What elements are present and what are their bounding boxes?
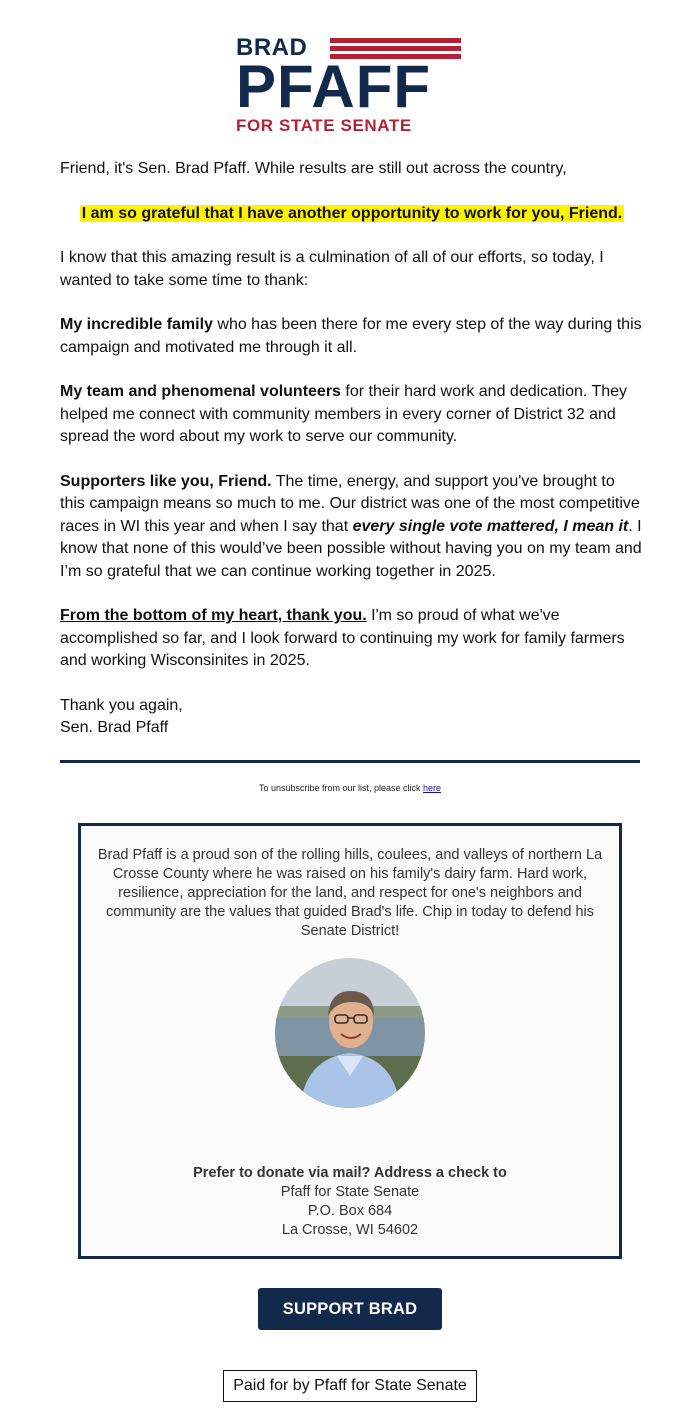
unsubscribe-link[interactable]: here <box>423 783 442 793</box>
candidate-photo <box>275 958 425 1108</box>
unsubscribe-line <box>0 783 700 793</box>
signature <box>60 695 644 740</box>
mail-address-line-3: La Crosse, WI 54602 <box>281 1222 419 1238</box>
supporters-text: The time, energy, and support you've brought to this campaign means so much to me. Our district was one of the most competitive races in WI this year and when I say that <box>60 472 640 535</box>
signoff-line: Thank you again, <box>60 696 183 714</box>
unsubscribe-text: To unsubscribe from our list, please click <box>258 783 424 793</box>
family-bold: My incredible family <box>60 316 213 333</box>
closing-text: I'm so proud of what we've accomplished so far, and I look forward to continuing my work for family farmers and working Wisconsinites in 2025. <box>60 607 625 669</box>
candidate-portrait-image <box>275 958 425 1108</box>
logo-first-name: BRAD <box>236 34 308 61</box>
bio-text: Brad Pfaff is a proud son of the rolling hills, coulees, and valleys of northern La Crosse County where he was raised on his family's dairy farm. Hard work, resilience, appreciation for the land, and respect for one's neighbors and community are the values that guided Brad's life. Chip in today to defend his Senate District! <box>97 847 603 939</box>
closing-paragraph <box>60 605 644 673</box>
campaign-logo <box>236 36 464 136</box>
mail-address-line-2: P.O. Box 684 <box>307 1203 393 1219</box>
logo-tagline: FOR STATE SENATE <box>236 116 412 135</box>
supporters-paragraph <box>60 471 644 584</box>
highlight-paragraph <box>60 203 644 226</box>
bio-card <box>78 823 622 1259</box>
team-paragraph <box>60 381 644 449</box>
team-bold: My team and phenomenal volunteers <box>60 383 341 400</box>
team-text: for their hard work and dedication. They helped me connect with community members in every corner of District 32 and spread the word about my work to serve our community. <box>60 383 628 445</box>
family-paragraph <box>60 314 644 359</box>
supporters-text-end: . I know that none of this would’ve been possible without having you on my team and I’m so grateful that we can continue working together in 2025. <box>60 517 642 580</box>
closing-bold: From the bottom of my heart, thank you. <box>60 607 367 624</box>
paid-for-disclaimer: Paid for by Pfaff for State Senate <box>223 1370 477 1402</box>
email-body <box>60 158 644 762</box>
support-brad-button[interactable]: SUPPORT BRAD <box>258 1288 442 1330</box>
signer-name: Sen. Brad Pfaff <box>60 719 169 736</box>
logo-stripe-middle <box>330 46 461 51</box>
thanks-intro-paragraph: I know that this amazing result is a culmination of all of our efforts, so today, I wanted to take some time to thank: <box>60 249 604 289</box>
highlight-text: I am so grateful that I have another opportunity to work for you, Friend. <box>81 204 623 222</box>
logo-stripe-top <box>330 38 461 43</box>
mail-donation-info <box>81 1164 619 1240</box>
mail-heading: Prefer to donate via mail? Address a check to <box>193 1165 507 1181</box>
supporters-emphasis: every single vote mattered, I mean it <box>352 517 629 535</box>
section-divider <box>60 760 640 763</box>
supporters-bold: Supporters like you, Friend. <box>60 472 272 490</box>
intro-paragraph: Friend, it's Sen. Brad Pfaff. While results are still out across the country, <box>60 160 567 177</box>
logo-last-name: PFAFF <box>236 53 431 120</box>
family-text: who has been there for me every step of the way during this campaign and motivated me through it all. <box>60 316 642 356</box>
mail-address-line-1: Pfaff for State Senate <box>280 1184 420 1200</box>
